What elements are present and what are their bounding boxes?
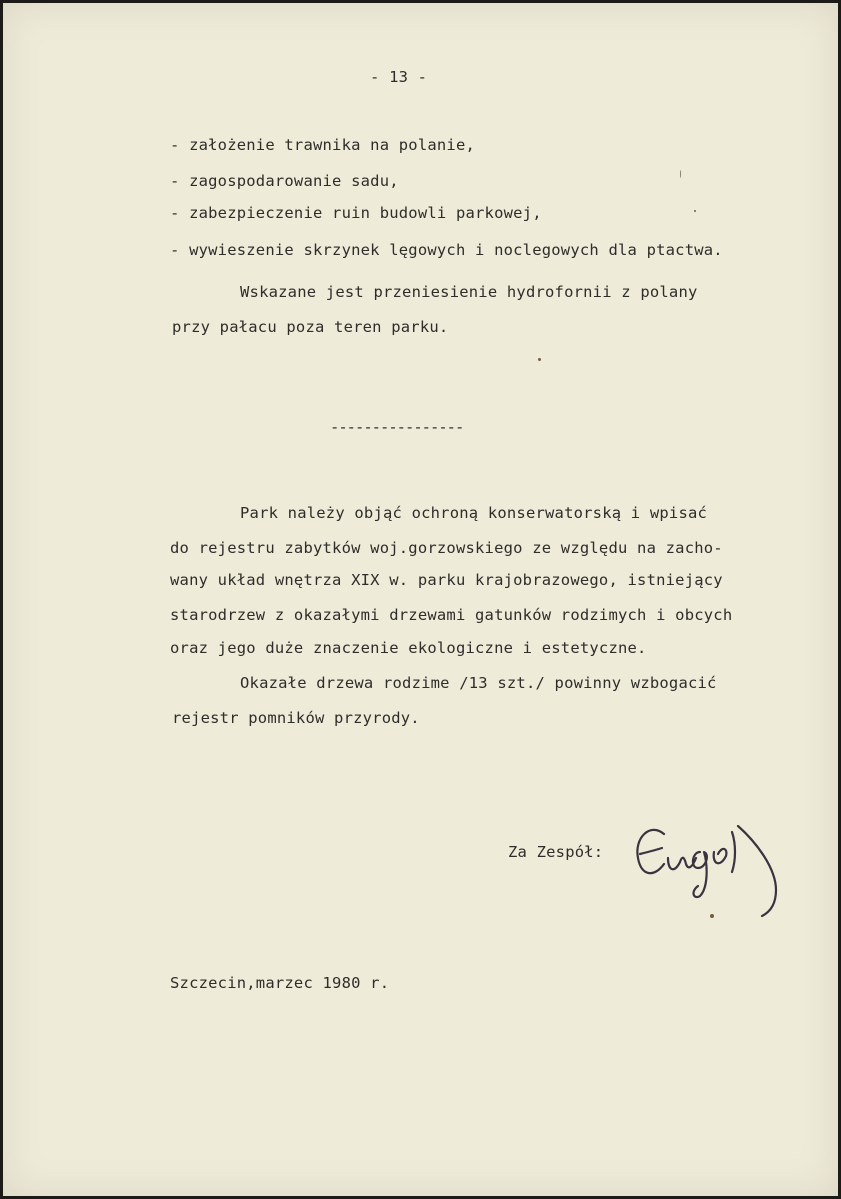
paragraph-line: wany układ wnętrza XIX w. parku krajobrazowego, istniejący: [170, 571, 723, 589]
paragraph-line: przy pałacu poza teren parku.: [172, 318, 449, 336]
scan-border-left: [0, 0, 3, 1199]
paragraph-line: oraz jego duże znaczenie ekologiczne i estetyczne.: [170, 639, 647, 657]
paragraph-line: starodrzew z okazałymi drzewami gatunków rodzimych i obcych: [170, 606, 733, 624]
list-item: - zagospodarowanie sadu,: [170, 172, 399, 190]
paragraph-line: do rejestru zabytków woj.gorzowskiego ze względu na zacho-: [170, 539, 723, 557]
paragraph-line: Wskazane jest przeniesienie hydrofornii z polany: [240, 283, 698, 301]
paragraph-line: Park należy objąć ochroną konserwatorską i wpisać: [240, 504, 708, 522]
list-item: - wywieszenie skrzynek lęgowych i noclegowych dla ptactwa.: [170, 241, 723, 259]
handwritten-signature: [628, 812, 798, 922]
scan-border-top: [0, 0, 841, 3]
paper-speck: [710, 914, 714, 918]
page-number: - 13 -: [370, 68, 428, 86]
signature-label: Za Zespół:: [508, 843, 604, 861]
section-separator: ----------------: [330, 418, 464, 436]
paragraph-line: Okazałe drzewa rodzime /13 szt./ powinny wzbogacić: [240, 674, 717, 692]
list-item: - zabezpieczenie ruin budowli parkowej,: [170, 204, 542, 222]
paragraph-line: rejestr pomników przyrody.: [172, 709, 420, 727]
place-and-date: Szczecin,marzec 1980 r.: [170, 974, 390, 992]
paper-mark: [680, 170, 681, 178]
paper-speck: [538, 358, 541, 361]
list-item: - założenie trawnika na polanie,: [170, 136, 476, 154]
paper-speck: [694, 210, 696, 212]
